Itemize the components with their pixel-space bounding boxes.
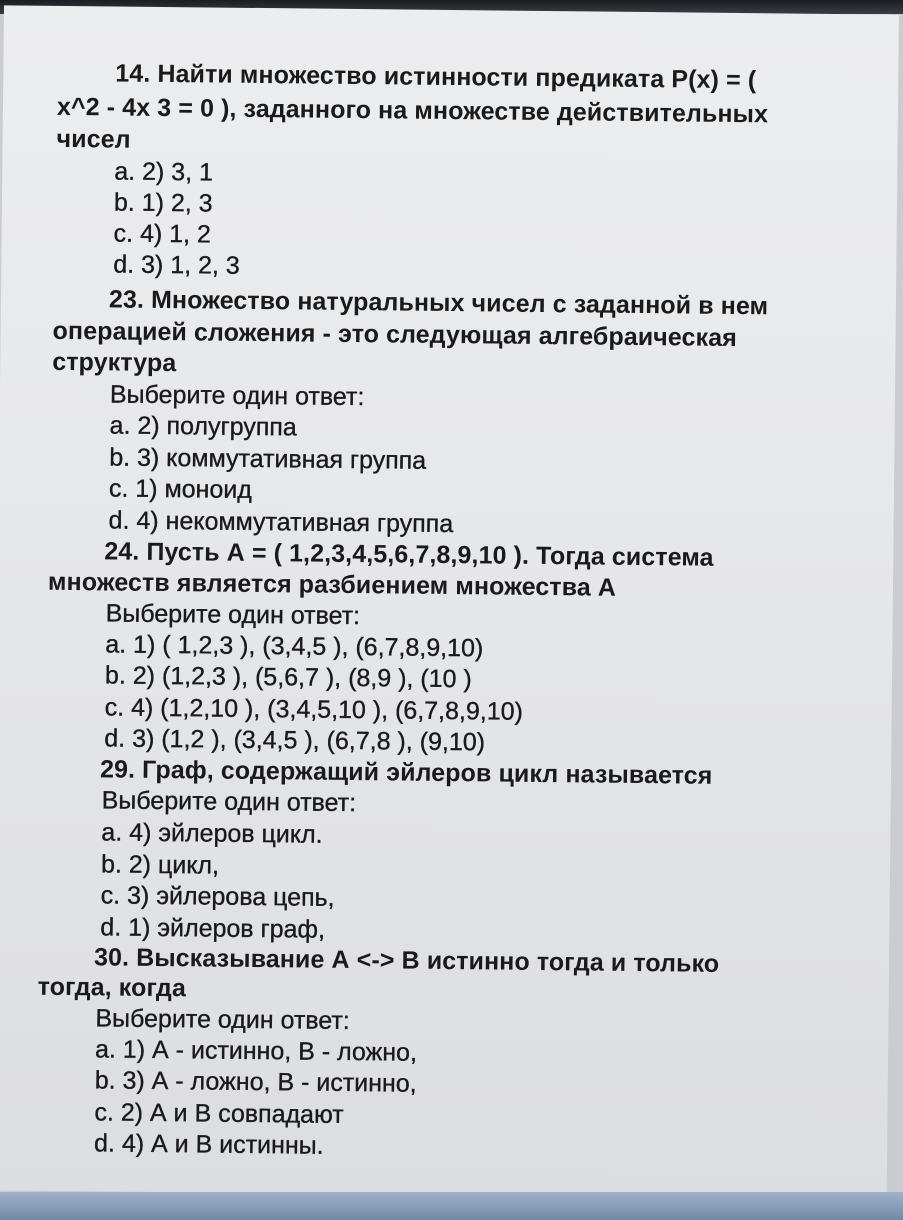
question-30-line-2: тогда, когда (37, 972, 187, 1003)
question-14-option-a: a. 2) 3, 1 (114, 157, 214, 187)
question-30-option-b: b. 3) А - ложно, В - истинно, (94, 1066, 417, 1098)
question-30-option-a: a. 1) А - истинно, В - ложно, (94, 1035, 418, 1067)
question-14-line-2: x^2 - 4x 3 = 0 ), заданного на множестве действительных (56, 92, 769, 129)
question-14-option-c: c. 4) 1, 2 (113, 219, 212, 249)
question-24-option-d: d. 3) (1,2 ), (3,4,5 ), (6,7,8 ), (9,10) (104, 724, 486, 757)
question-23-option-a: a. 2) полугруппа (109, 411, 297, 442)
question-14-line-1: 14. Найти множество истинности предиката P(x) = ( (115, 59, 757, 95)
question-29-option-a: a. 4) эйлеров цикл. (101, 818, 323, 849)
question-23-line-3: структура (52, 347, 177, 378)
question-30-line-1: 30. Высказывание А <-> В истинно тогда и только (93, 943, 720, 978)
exam-sheet (0, 5, 899, 1199)
question-14-option-b: b. 1) 2, 3 (113, 188, 213, 218)
question-24-option-a: a. 1) ( 1,2,3 ), (3,4,5 ), (6,7,8,9,10) (105, 630, 484, 663)
question-24-option-c: c. 4) (1,2,10 ), (3,4,5,10 ), (6,7,8,9,10) (104, 693, 524, 726)
question-23-option-c: c. 1) моноид (108, 474, 253, 504)
question-29-option-b: b. 2) цикл, (100, 850, 220, 880)
question-14-option-d: d. 3) 1, 2, 3 (113, 250, 240, 280)
question-24-line-1: 24. Пусть А = ( 1,2,3,4,5,6,7,8,9,10 ). Тогда система (104, 537, 714, 572)
question-24-option-b: b. 2) (1,2,3 ), (5,6,7 ), (8,9 ), (10 ) (104, 661, 472, 694)
question-24-line-2: множеств является разбиением множества А (47, 567, 617, 602)
question-29-option-c: c. 3) эйлерова цепь, (100, 881, 335, 912)
question-23-line-2: операцией сложения - это следующая алгебраическая (52, 316, 737, 353)
question-23-option-b: b. 3) коммутативная группа (109, 443, 427, 475)
question-23-line-1: 23. Множество натуральных чисел с заданной в нем (108, 285, 769, 321)
question-30-prompt: Выберите один ответ: (95, 1004, 350, 1035)
bottom-edge (0, 1192, 903, 1220)
question-29-prompt: Выберите один ответ: (101, 786, 357, 818)
question-23-prompt: Выберите один ответ: (109, 380, 365, 412)
question-14-line-3: чисел (56, 124, 131, 154)
question-29-option-d: d. 1) эйлеров граф, (100, 913, 326, 944)
question-23-option-d: d. 4) некоммутативная группа (108, 506, 454, 539)
question-29-line-1: 29. Граф, содержащий эйлеров цикл называется (99, 755, 713, 790)
question-24-prompt: Выберите один ответ: (105, 599, 361, 631)
question-30-option-d: d. 4) А и В истинны. (93, 1129, 324, 1160)
question-30-option-c: c. 2) А и В совпадают (94, 1098, 344, 1129)
